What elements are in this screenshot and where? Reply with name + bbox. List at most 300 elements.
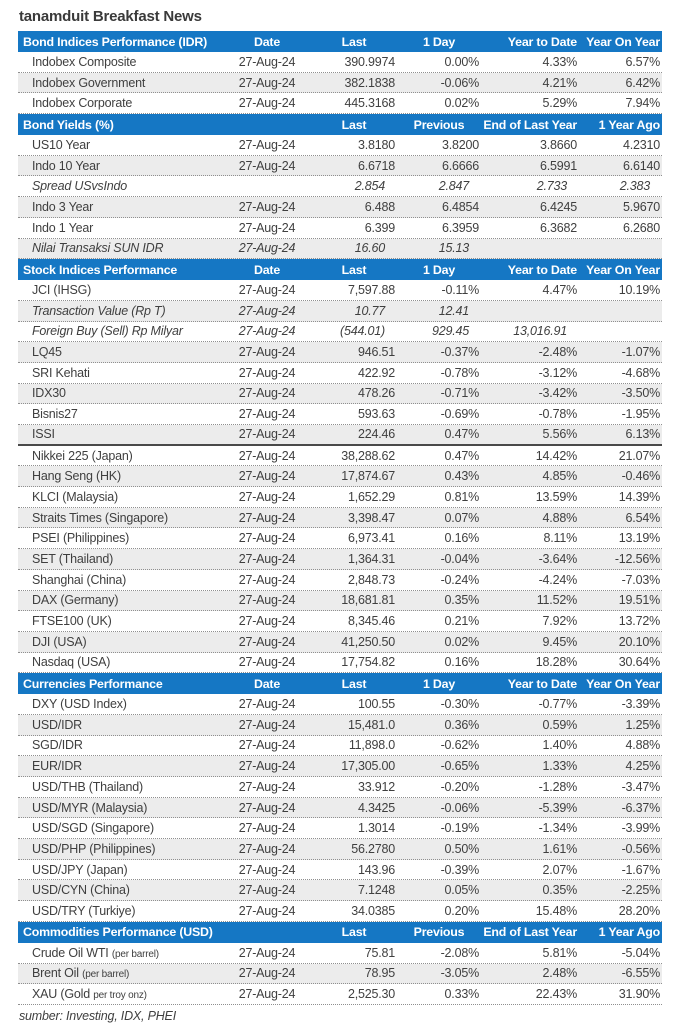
cell-value: 5.81% xyxy=(542,945,577,960)
instrument-name-text: US10 Year xyxy=(32,137,90,152)
instrument-name-text: XAU (Gold xyxy=(32,987,90,1002)
instrument-name-text: Hang Seng (HK) xyxy=(32,469,121,484)
table-row xyxy=(18,466,662,487)
cell-value: 7.94% xyxy=(625,96,660,111)
cell-date: 27-Aug-24 xyxy=(238,303,296,318)
cell-instrument-name xyxy=(18,511,223,525)
table-row xyxy=(18,363,662,384)
column-header: Date xyxy=(253,262,281,277)
table-row xyxy=(18,964,662,985)
cell-value: 1.3014 xyxy=(357,821,395,836)
cell-value: 1.61% xyxy=(542,841,577,856)
cell-value: 929.45 xyxy=(431,324,469,339)
column-header: Year to Date xyxy=(507,676,577,691)
cell-instrument-name xyxy=(18,655,223,669)
cell-date: 27-Aug-24 xyxy=(238,717,296,732)
table-row xyxy=(18,798,662,819)
cell-value: 4.85% xyxy=(542,469,577,484)
instrument-name-text: Bisnis27 xyxy=(32,407,78,422)
cell-value: 19.51% xyxy=(618,593,660,608)
cell-instrument-name xyxy=(18,614,223,628)
cell-instrument-name xyxy=(18,552,223,566)
cell-value: -0.30% xyxy=(440,697,479,712)
cell-date: 27-Aug-24 xyxy=(238,137,296,152)
cell-date: 27-Aug-24 xyxy=(238,655,296,670)
cell-date: 27-Aug-24 xyxy=(238,572,296,587)
cell-date: 27-Aug-24 xyxy=(238,448,296,463)
cell-value: 7.92% xyxy=(542,614,577,629)
table-row xyxy=(18,446,662,467)
table-row xyxy=(18,52,662,73)
cell-value: 4.47% xyxy=(542,283,577,298)
cell-date: 27-Aug-24 xyxy=(238,531,296,546)
cell-instrument-name xyxy=(18,159,223,173)
cell-value: -4.68% xyxy=(621,365,660,380)
cell-value: -3.42% xyxy=(538,386,577,401)
instrument-name-text: EUR/IDR xyxy=(32,759,82,774)
cell-instrument-name xyxy=(18,138,223,152)
cell-value: 34.0385 xyxy=(351,903,395,918)
cell-value: -0.69% xyxy=(440,407,479,422)
cell-value: 478.26 xyxy=(357,386,395,401)
cell-value: 41,250.50 xyxy=(341,634,395,649)
table-row xyxy=(18,93,662,114)
cell-date: 27-Aug-24 xyxy=(238,324,296,339)
instrument-name-text: Nikkei 225 (Japan) xyxy=(32,448,133,463)
cell-date: 27-Aug-24 xyxy=(238,510,296,525)
cell-value: -3.50% xyxy=(621,386,660,401)
cell-value: -0.78% xyxy=(440,365,479,380)
cell-value: 0.43% xyxy=(444,469,479,484)
instrument-name-text: SRI Kehati xyxy=(32,365,90,380)
cell-value: 4.21% xyxy=(542,75,577,90)
cell-value: -0.46% xyxy=(621,469,660,484)
column-header: Previous xyxy=(413,117,465,132)
instrument-name-text: Straits Times (Singapore) xyxy=(32,510,169,525)
cell-value: 5.56% xyxy=(542,427,577,442)
cell-value: 13.59% xyxy=(535,489,577,504)
cell-value: 4.88% xyxy=(625,738,660,753)
table-row xyxy=(18,653,662,674)
instrument-name-text: USD/SGD (Singapore) xyxy=(32,821,154,836)
cell-instrument-name xyxy=(18,490,223,504)
cell-value: 14.39% xyxy=(618,489,660,504)
cell-value: 6.3682 xyxy=(539,220,577,235)
column-header: Previous xyxy=(413,925,465,940)
cell-instrument-name xyxy=(18,531,223,545)
column-header: Year to Date xyxy=(507,34,577,49)
instrument-name-text: Transaction Value (Rp T) xyxy=(32,303,166,318)
cell-value: 224.46 xyxy=(357,427,395,442)
cell-date: 27-Aug-24 xyxy=(238,821,296,836)
cell-instrument-name xyxy=(18,593,223,607)
cell-value: -0.11% xyxy=(441,283,479,298)
cell-value: 6,973.41 xyxy=(347,531,395,546)
page-title: tanamduit Breakfast News xyxy=(19,8,202,25)
column-header: Date xyxy=(253,676,281,691)
cell-instrument-name xyxy=(18,366,223,380)
column-header: End of Last Year xyxy=(483,925,577,940)
cell-value: 38,288.62 xyxy=(341,448,395,463)
column-header: Last xyxy=(341,925,367,940)
table-row xyxy=(18,218,662,239)
cell-value: 15,481.0 xyxy=(347,717,395,732)
cell-value: -0.78% xyxy=(538,407,577,422)
instrument-name-text: USD/THB (Thailand) xyxy=(32,779,144,794)
column-header: Last xyxy=(341,676,367,691)
table-row xyxy=(18,943,662,964)
instrument-name-text: DXY (USD Index) xyxy=(32,697,127,712)
cell-date: 27-Aug-24 xyxy=(238,427,296,442)
cell-instrument-name xyxy=(18,386,223,400)
cell-date: 27-Aug-24 xyxy=(238,903,296,918)
table-row xyxy=(18,135,662,156)
cell-date: 27-Aug-24 xyxy=(238,386,296,401)
column-header: Year On Year xyxy=(586,676,660,691)
instrument-name-text: Brent Oil xyxy=(32,966,79,981)
cell-instrument-name xyxy=(18,76,223,90)
cell-value: 0.35% xyxy=(444,593,479,608)
cell-date: 27-Aug-24 xyxy=(238,551,296,566)
cell-value: -3.47% xyxy=(621,779,660,794)
cell-value: 2.48% xyxy=(542,966,577,981)
cell-value: 6.399 xyxy=(364,220,395,235)
cell-value: 33.912 xyxy=(357,779,395,794)
cell-value: -0.65% xyxy=(440,759,479,774)
column-header: 1 Day xyxy=(422,262,456,277)
cell-value: -2.48% xyxy=(538,345,577,360)
instrument-name-suffix: (per barrel) xyxy=(111,948,159,960)
cell-value: 143.96 xyxy=(357,862,395,877)
cell-value: 6.6140 xyxy=(622,158,660,173)
cell-value: 6.6718 xyxy=(357,158,395,173)
column-header: Last xyxy=(341,34,367,49)
cell-value: 6.5991 xyxy=(539,158,577,173)
cell-value: 17,305.00 xyxy=(341,759,395,774)
cell-value: 0.16% xyxy=(444,655,479,670)
cell-value: 6.3959 xyxy=(441,220,479,235)
cell-instrument-name xyxy=(18,946,223,960)
cell-value: 28.20% xyxy=(618,903,660,918)
cell-value: 17,754.82 xyxy=(341,655,395,670)
instrument-name-text: JCI (IHSG) xyxy=(32,283,92,298)
cell-date: 27-Aug-24 xyxy=(238,220,296,235)
column-header: Last xyxy=(341,117,367,132)
cell-value: -1.28% xyxy=(538,779,577,794)
cell-value: 6.42% xyxy=(625,75,660,90)
table-row xyxy=(18,73,662,94)
cell-value: 0.59% xyxy=(542,717,577,732)
cell-value: 7,597.88 xyxy=(347,283,395,298)
cell-instrument-name xyxy=(18,573,223,587)
instrument-name-text: USD/PHP (Philippines) xyxy=(32,841,156,856)
cell-value: -3.39% xyxy=(621,697,660,712)
cell-value: -0.06% xyxy=(440,75,479,90)
cell-value: 13.19% xyxy=(618,531,660,546)
table-row xyxy=(18,715,662,736)
cell-value: 0.05% xyxy=(444,883,479,898)
cell-instrument-name xyxy=(18,904,223,918)
instrument-name-text: ISSI xyxy=(32,427,55,442)
cell-value: -0.20% xyxy=(440,779,479,794)
cell-value: 0.47% xyxy=(444,448,479,463)
table-row xyxy=(18,549,662,570)
table-row xyxy=(18,239,662,260)
cell-value: 7.1248 xyxy=(357,883,395,898)
instrument-name-text: Nasdaq (USA) xyxy=(32,655,111,670)
cell-value: 0.35% xyxy=(542,883,577,898)
cell-value: 2.847 xyxy=(438,179,469,194)
cell-instrument-name xyxy=(18,966,223,980)
cell-value: -0.62% xyxy=(440,738,479,753)
section-header xyxy=(18,31,662,52)
cell-value: 3.8660 xyxy=(539,137,577,152)
cell-instrument-name xyxy=(18,801,223,815)
cell-instrument-name xyxy=(18,304,223,318)
table-row xyxy=(18,839,662,860)
table-row xyxy=(18,197,662,218)
instrument-name-text: Indobex Composite xyxy=(32,54,137,69)
instrument-name-text: Indo 1 Year xyxy=(32,220,94,235)
cell-value: 3.8180 xyxy=(357,137,395,152)
cell-value: -0.19% xyxy=(440,821,479,836)
cell-instrument-name xyxy=(18,345,223,359)
cell-instrument-name xyxy=(18,324,223,338)
section-currencies-performance xyxy=(18,673,662,922)
cell-date: 27-Aug-24 xyxy=(238,945,296,960)
cell-value: -6.55% xyxy=(621,966,660,981)
cell-value: 6.57% xyxy=(625,54,660,69)
section-bond-indices-performance-idr xyxy=(18,31,662,114)
cell-value: 593.63 xyxy=(357,407,395,422)
cell-value: -5.39% xyxy=(538,800,577,815)
table-row xyxy=(18,632,662,653)
cell-value: 78.95 xyxy=(364,966,395,981)
cell-date: 27-Aug-24 xyxy=(238,759,296,774)
cell-date: 27-Aug-24 xyxy=(238,407,296,422)
cell-date: 27-Aug-24 xyxy=(238,841,296,856)
cell-instrument-name xyxy=(18,407,223,421)
column-header: Date xyxy=(253,34,281,49)
cell-value: 14.42% xyxy=(535,448,577,463)
cell-date: 27-Aug-24 xyxy=(238,987,296,1002)
cell-value: 2.733 xyxy=(536,179,567,194)
column-header: Year to Date xyxy=(507,262,577,277)
cell-value: 6.4245 xyxy=(539,199,577,214)
column-header: End of Last Year xyxy=(483,117,577,132)
section-header xyxy=(18,114,662,135)
cell-date: 27-Aug-24 xyxy=(238,241,296,256)
table-row xyxy=(18,880,662,901)
cell-value: 17,874.67 xyxy=(341,469,395,484)
instrument-name-text: Indobex Corporate xyxy=(32,96,133,111)
cell-date: 27-Aug-24 xyxy=(238,345,296,360)
cell-value: 18,681.81 xyxy=(341,593,395,608)
table-row xyxy=(18,901,662,922)
cell-value: 382.1838 xyxy=(344,75,395,90)
instrument-name-text: LQ45 xyxy=(32,345,62,360)
table-row xyxy=(18,591,662,612)
table-row xyxy=(18,322,662,343)
cell-value: 0.02% xyxy=(444,96,479,111)
table-row xyxy=(18,487,662,508)
cell-value: 4.25% xyxy=(625,759,660,774)
cell-value: 9.45% xyxy=(542,634,577,649)
table-row xyxy=(18,736,662,757)
section-stock-indices-performance xyxy=(18,259,662,673)
instrument-name-text: DAX (Germany) xyxy=(32,593,119,608)
cell-instrument-name xyxy=(18,821,223,835)
cell-value: 2.383 xyxy=(619,179,650,194)
cell-date: 27-Aug-24 xyxy=(238,96,296,111)
cell-value: 0.00% xyxy=(444,54,479,69)
table-row xyxy=(18,404,662,425)
cell-instrument-name xyxy=(18,55,223,69)
cell-value: -3.12% xyxy=(538,365,577,380)
cell-date: 27-Aug-24 xyxy=(238,634,296,649)
cell-value: 13,016.91 xyxy=(513,324,567,339)
cell-value: -3.99% xyxy=(621,821,660,836)
cell-value: 0.36% xyxy=(444,717,479,732)
cell-value: 2.854 xyxy=(354,179,385,194)
cell-value: 1.25% xyxy=(625,717,660,732)
cell-date: 27-Aug-24 xyxy=(238,738,296,753)
cell-instrument-name xyxy=(18,883,223,897)
cell-instrument-name xyxy=(18,221,223,235)
cell-value: -0.04% xyxy=(440,551,479,566)
cell-instrument-name xyxy=(18,469,223,483)
cell-value: 22.43% xyxy=(535,987,577,1002)
cell-value: -0.24% xyxy=(440,572,479,587)
table-row xyxy=(18,301,662,322)
table-row xyxy=(18,280,662,301)
cell-value: 1,652.29 xyxy=(347,489,395,504)
cell-instrument-name xyxy=(18,697,223,711)
table-row xyxy=(18,756,662,777)
cell-value: 2,525.30 xyxy=(347,987,395,1002)
cell-value: 20.10% xyxy=(618,634,660,649)
cell-value: -0.77% xyxy=(538,697,577,712)
column-header: Year On Year xyxy=(586,34,660,49)
column-header: 1 Day xyxy=(422,676,456,691)
cell-value: 18.28% xyxy=(535,655,577,670)
cell-value: 56.2780 xyxy=(351,841,395,856)
cell-value: -0.56% xyxy=(621,841,660,856)
instrument-name-text: DJI (USA) xyxy=(32,634,87,649)
cell-value: -1.67% xyxy=(621,862,660,877)
instrument-name-text: Indo 3 Year xyxy=(32,199,94,214)
cell-value: 8.11% xyxy=(543,531,577,546)
cell-value: 11.52% xyxy=(536,593,577,608)
table-row xyxy=(18,777,662,798)
cell-value: 2,848.73 xyxy=(347,572,395,587)
cell-value: 3,398.47 xyxy=(347,510,395,525)
cell-value: 0.81% xyxy=(444,489,479,504)
cell-instrument-name xyxy=(18,759,223,773)
cell-value: -12.56% xyxy=(614,551,660,566)
cell-value: 0.07% xyxy=(444,510,479,525)
cell-value: 3.8200 xyxy=(441,137,479,152)
cell-value: 2.07% xyxy=(542,862,577,877)
cell-value: -1.34% xyxy=(538,821,577,836)
cell-instrument-name xyxy=(18,635,223,649)
cell-value: 6.4854 xyxy=(441,199,479,214)
cell-value: 390.9974 xyxy=(344,54,395,69)
cell-value: -3.64% xyxy=(538,551,577,566)
column-header: 1 Day xyxy=(422,34,456,49)
cell-value: 422.92 xyxy=(357,365,395,380)
instrument-name-text: KLCI (Malaysia) xyxy=(32,489,118,504)
section-header xyxy=(18,259,662,280)
cell-instrument-name xyxy=(18,718,223,732)
cell-value: 21.07% xyxy=(618,448,660,463)
cell-value: 15.48% xyxy=(535,903,577,918)
instrument-name-text: Foreign Buy (Sell) Rp Milyar xyxy=(32,324,183,339)
table-row xyxy=(18,818,662,839)
cell-value: 4.3425 xyxy=(357,800,395,815)
cell-value: 0.21% xyxy=(444,614,479,629)
cell-value: -5.04% xyxy=(621,945,660,960)
instrument-name-text: PSEI (Philippines) xyxy=(32,531,130,546)
cell-date: 27-Aug-24 xyxy=(238,158,296,173)
cell-value: -0.37% xyxy=(440,345,479,360)
cell-date: 27-Aug-24 xyxy=(238,54,296,69)
cell-instrument-name xyxy=(18,200,223,214)
cell-value: 0.16% xyxy=(444,531,479,546)
table-row xyxy=(18,694,662,715)
cell-value: 5.9670 xyxy=(622,199,660,214)
column-header: 1 Year Ago xyxy=(598,925,660,940)
section-title: Bond Yields (%) xyxy=(23,117,114,132)
cell-date: 27-Aug-24 xyxy=(238,966,296,981)
instrument-name-suffix: per troy onz) xyxy=(93,990,147,1002)
cell-value: 10.77 xyxy=(354,303,385,318)
cell-value: 6.488 xyxy=(364,199,395,214)
table-row xyxy=(18,611,662,632)
table-row xyxy=(18,508,662,529)
cell-value: 11,898.0 xyxy=(348,738,395,753)
cell-instrument-name xyxy=(18,987,223,1001)
cell-instrument-name xyxy=(18,449,223,463)
table-row xyxy=(18,570,662,591)
section-title: Bond Indices Performance (IDR) xyxy=(23,34,208,49)
cell-value: 8,345.46 xyxy=(347,614,395,629)
instrument-name-text: Nilai Transaksi SUN IDR xyxy=(32,241,164,256)
cell-value: 100.55 xyxy=(357,697,395,712)
instrument-name-suffix: (per barrel) xyxy=(82,969,130,981)
cell-instrument-name xyxy=(18,96,223,110)
instrument-name-text: Indo 10 Year xyxy=(32,158,100,173)
cell-instrument-name xyxy=(18,842,223,856)
cell-value: 31.90% xyxy=(618,987,660,1002)
section-title: Commodities Performance (USD) xyxy=(23,925,213,940)
cell-value: -6.37% xyxy=(621,800,660,815)
cell-instrument-name xyxy=(18,738,223,752)
cell-value: -7.03% xyxy=(621,572,660,587)
section-commodities-performance-usd xyxy=(18,922,662,1005)
table-row xyxy=(18,860,662,881)
cell-instrument-name xyxy=(18,863,223,877)
cell-value: -1.95% xyxy=(621,407,660,422)
cell-date: 27-Aug-24 xyxy=(238,614,296,629)
cell-date: 27-Aug-24 xyxy=(238,489,296,504)
instrument-name-text: Indobex Government xyxy=(32,75,146,90)
cell-date: 27-Aug-24 xyxy=(238,283,296,298)
table-row xyxy=(18,156,662,177)
cell-value: 6.13% xyxy=(625,427,660,442)
cell-value: 4.33% xyxy=(542,54,577,69)
cell-value: 0.50% xyxy=(444,841,479,856)
